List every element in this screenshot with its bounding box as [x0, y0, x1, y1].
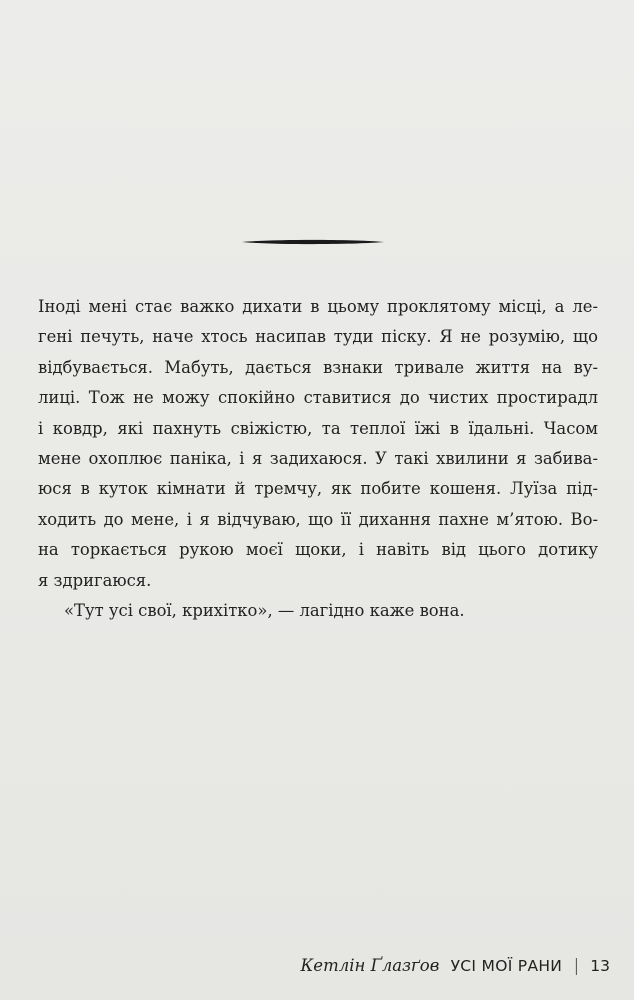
text-line: на торкається рукою моєї щоки, і навіть від цього дотику: [38, 540, 598, 560]
text-line: ходить до мене, і я відчуваю, що її дихання пахне м’ятою. Во-: [38, 509, 598, 529]
text-line: Іноді мені стає важко дихати в цьому проклятому місці, а ле-: [38, 297, 598, 316]
body-text: [38, 292, 598, 626]
quote-line: «Тут усі свої, крихітко», — лагідно каже вона.: [64, 600, 465, 620]
text-line: лиці. Тож не можу спокійно ставитися до чистих простирадл: [38, 388, 598, 408]
footer-separator: |: [573, 956, 580, 975]
text-line: відбувається. Мабуть, дається взнаки тривале життя на ву-: [38, 357, 598, 377]
text-line: я здригаюся.: [38, 570, 152, 590]
text-line: мене охоплює паніка, і я задихаюся. У такі хвилини я забива-: [38, 448, 598, 468]
footer-author: Кетлін Ґлазґов: [300, 956, 440, 975]
footer-book-title: УСІ МОЇ РАНИ: [450, 957, 563, 975]
ornament-divider: [242, 236, 384, 248]
page-number: 13: [590, 957, 610, 975]
text-line: гені печуть, наче хтось насипав туди піску. Я не розумію, що: [38, 327, 598, 347]
text-line: і ковдр, які пахнуть свіжістю, та теплої їжі в їдальні. Часом: [38, 418, 598, 438]
text-line: юся в куток кімнати й тремчу, як побите кошеня. Луїза під-: [38, 479, 598, 499]
running-footer: [301, 952, 610, 980]
